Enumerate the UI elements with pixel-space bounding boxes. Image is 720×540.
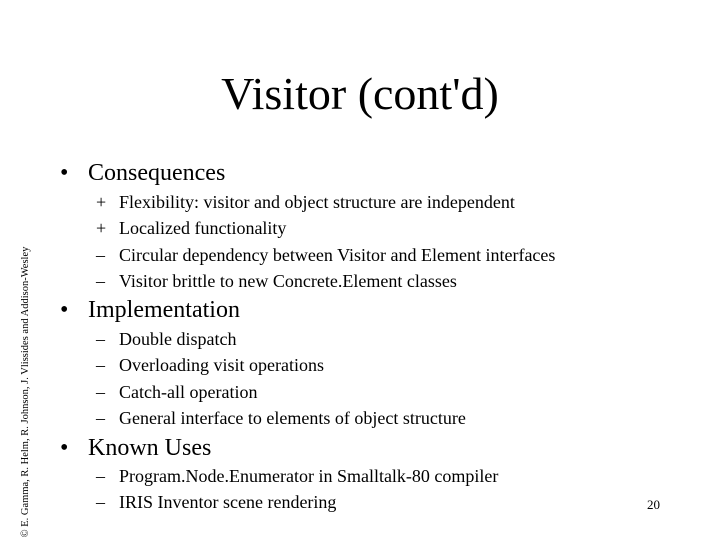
bullet-icon: • — [60, 435, 69, 461]
bullet-icon: • — [60, 297, 69, 323]
dash-marker: – — [96, 382, 105, 402]
page-number: 20 — [647, 497, 660, 512]
list-item-text: Visitor brittle to new Concrete.Element classes — [119, 271, 457, 291]
dash-marker: – — [96, 329, 105, 349]
list-item — [96, 244, 555, 266]
slide-title: Visitor (cont'd) — [221, 68, 499, 119]
list-item-text: General interface to elements of object structure — [119, 408, 466, 428]
list-item — [96, 191, 515, 213]
dash-marker: – — [96, 466, 105, 486]
list-item-text: Localized functionality — [119, 218, 287, 238]
dash-marker: – — [96, 408, 105, 428]
dash-marker: – — [96, 492, 105, 512]
plus-marker: + — [96, 192, 107, 212]
list-item — [96, 328, 236, 350]
list-item-text: Flexibility: visitor and object structure are independent — [119, 192, 515, 212]
dash-marker: – — [96, 271, 105, 291]
dash-marker: – — [96, 355, 105, 375]
section-heading-implementation — [60, 296, 240, 324]
dash-marker: – — [96, 245, 105, 265]
list-item — [96, 491, 336, 513]
list-item-text: Catch-all operation — [119, 382, 258, 402]
list-item-text: Double dispatch — [119, 329, 237, 349]
section-heading-consequences — [60, 159, 225, 187]
bullet-icon: • — [60, 160, 69, 186]
section-heading-label: Consequences — [88, 160, 226, 186]
list-item — [96, 407, 466, 429]
plus-marker: + — [96, 218, 107, 238]
list-item-text: IRIS Inventor scene rendering — [119, 492, 337, 512]
copyright-text: © E. Gamma, R. Helm, R. Johnson, J. Vlissides and Addison-Wesley — [20, 246, 31, 538]
list-item-text: Circular dependency between Visitor and Element interfaces — [119, 245, 556, 265]
list-item — [96, 217, 286, 239]
section-heading-label: Implementation — [88, 297, 240, 323]
list-item-text: Program.Node.Enumerator in Smalltalk-80 compiler — [119, 466, 499, 486]
list-item-text: Overloading visit operations — [119, 355, 324, 375]
list-item — [96, 270, 457, 292]
list-item — [96, 354, 324, 376]
list-item — [96, 465, 498, 487]
section-heading-known-uses — [60, 434, 211, 462]
list-item — [96, 381, 257, 403]
section-heading-label: Known Uses — [88, 435, 212, 461]
